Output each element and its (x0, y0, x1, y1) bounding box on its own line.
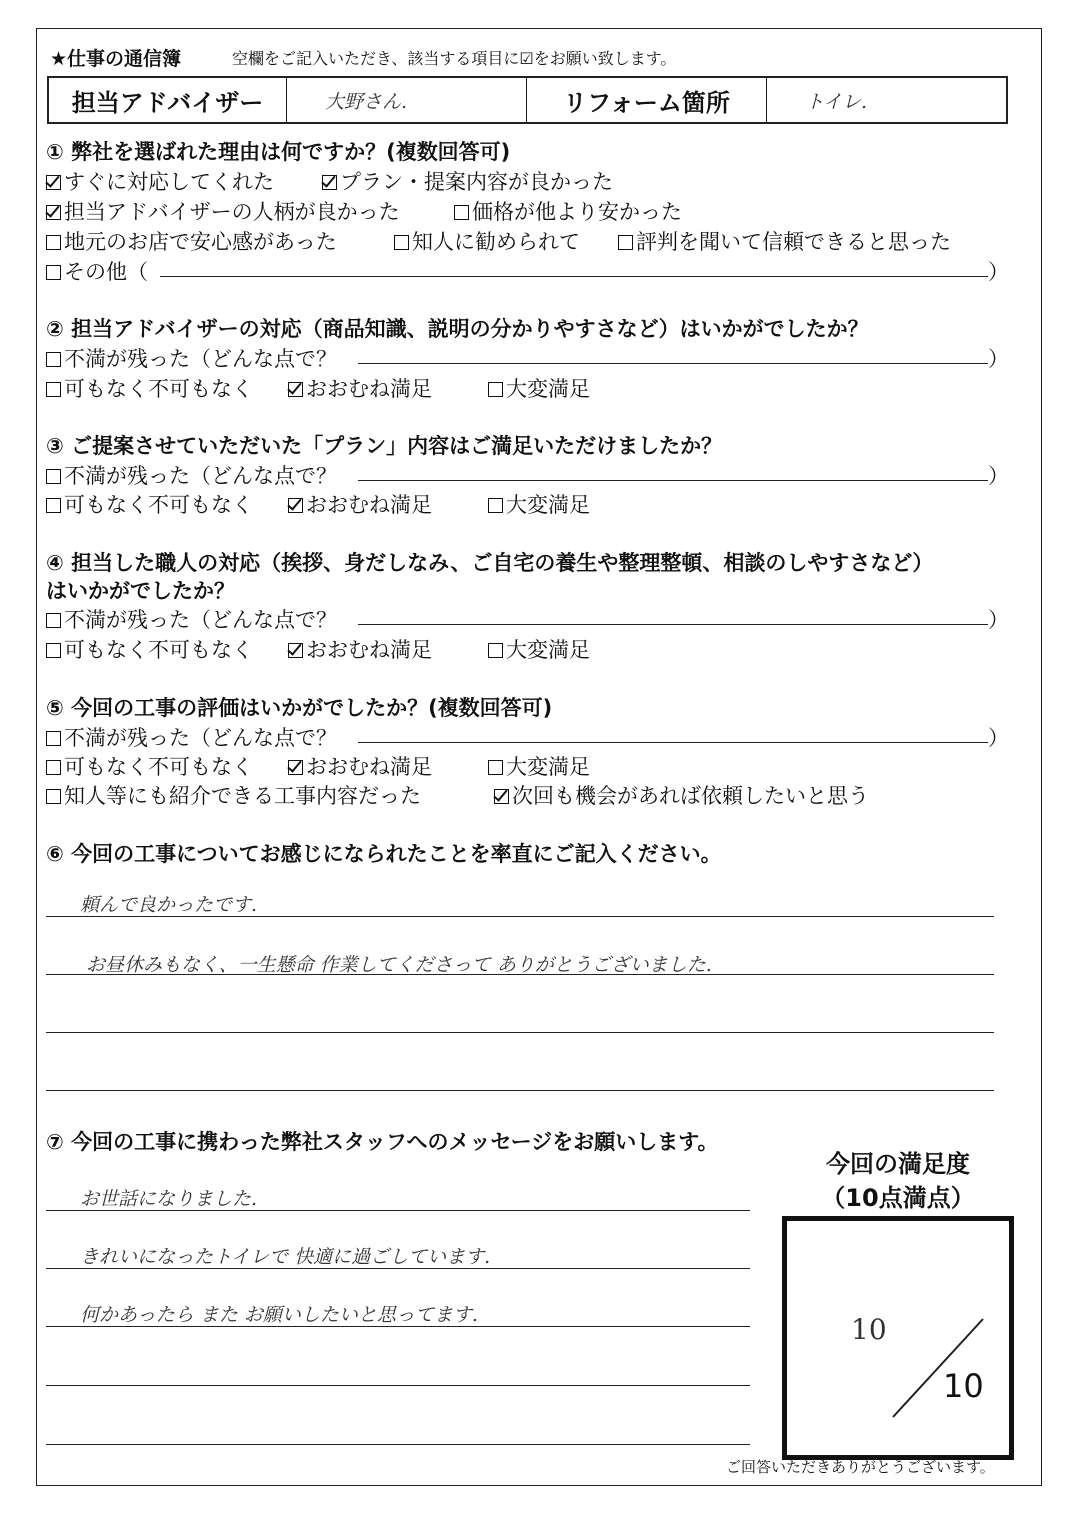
checkbox[interactable] (454, 205, 469, 220)
option-label: 大変満足 (506, 638, 590, 662)
option-label: すぐに対応してくれた (64, 170, 274, 194)
option-label: 可もなく不可もなく (64, 493, 253, 517)
option-label: おおむね満足 (306, 377, 432, 401)
close-paren: ） (988, 464, 1009, 488)
q5-recommend[interactable] (46, 780, 421, 810)
checkbox[interactable] (288, 498, 303, 513)
advisor-field[interactable]: 大野さん. (287, 78, 527, 122)
footer-thanks: ご回答いただきありがとうございます。 (726, 1458, 995, 1476)
q7-answer-1[interactable]: お世話になりました. (80, 1188, 258, 1210)
q7-line[interactable] (46, 1385, 750, 1386)
option-label: 不満が残った（どんな点で？ (64, 347, 337, 371)
q5-dissatisfied[interactable] (46, 722, 337, 752)
option-label: 不満が残った（どんな点で？ (64, 464, 337, 488)
option-label: 可もなく不可もなく (64, 377, 253, 401)
checkbox[interactable] (46, 731, 61, 746)
option-label: 地元のお店で安心感があった (64, 230, 337, 254)
checkbox[interactable] (46, 498, 61, 513)
option-label: おおむね満足 (306, 638, 432, 662)
q6-line[interactable] (46, 1032, 994, 1033)
checkbox[interactable] (488, 498, 503, 513)
q2-title: ② 担当アドバイザーの対応（商品知識、説明の分かりやすさなど）はいかがでしたか？ (46, 317, 869, 341)
score-given[interactable]: 10 (851, 1313, 887, 1346)
option-label: プラン・提案内容が良かった (340, 170, 613, 194)
form-title: ★仕事の通信簿 (50, 48, 182, 70)
location-field[interactable]: トイレ. (805, 90, 868, 113)
checkbox[interactable] (288, 760, 303, 775)
q1-option[interactable] (322, 166, 613, 196)
checkbox[interactable] (46, 205, 61, 220)
option-label: 知人に勧められて (412, 230, 580, 254)
q4-neutral[interactable] (46, 634, 253, 664)
checkbox[interactable] (46, 760, 61, 775)
q1-option[interactable] (618, 226, 951, 256)
q7-answer-3[interactable]: 何かあったら また お願いしたいと思ってます. (80, 1304, 478, 1326)
checkbox[interactable] (618, 235, 633, 250)
score-max: 10 (943, 1367, 984, 1405)
option-label: 可もなく不可もなく (64, 755, 253, 779)
checkbox[interactable] (46, 235, 61, 250)
option-label: 不満が残った（どんな点で？ (64, 726, 337, 750)
q1-other-line[interactable] (160, 276, 988, 277)
option-label: おおむね満足 (306, 755, 432, 779)
option-label: 知人等にも紹介できる工事内容だった (64, 784, 421, 808)
q1-option[interactable] (394, 226, 580, 256)
q1-option[interactable] (46, 196, 400, 226)
q1-title: ① 弊社を選ばれた理由は何ですか？(複数回答可) (46, 140, 511, 164)
q2-dissatisfied[interactable] (46, 343, 337, 373)
q4-very[interactable] (488, 634, 590, 664)
q1-option[interactable] (46, 166, 274, 196)
score-subtitle: （10点満点） (821, 1184, 975, 1212)
q7-line (46, 1268, 750, 1269)
q4-reason-line[interactable] (358, 624, 988, 625)
score-slash (787, 1221, 1009, 1455)
option-label: 評判を聞いて信頼できると思った (636, 230, 951, 254)
checkbox[interactable] (46, 643, 61, 658)
option-label: 大変満足 (506, 755, 590, 779)
checkbox[interactable] (488, 760, 503, 775)
q4-title-cont: はいかがでしたか？ (46, 579, 235, 603)
q3-reason-line[interactable] (358, 480, 988, 481)
checkbox[interactable] (46, 265, 61, 280)
score-box[interactable] (782, 1216, 1014, 1460)
q2-neutral[interactable] (46, 373, 253, 403)
checkbox[interactable] (46, 175, 61, 190)
option-label: 価格が他より安かった (472, 200, 682, 224)
q3-dissatisfied[interactable] (46, 460, 337, 490)
option-label: 可もなく不可もなく (64, 638, 253, 662)
checkbox[interactable] (46, 789, 61, 804)
q5-neutral[interactable] (46, 751, 253, 781)
q5-very[interactable] (488, 751, 590, 781)
q2-very[interactable] (488, 373, 590, 403)
q5-mostly[interactable] (288, 751, 432, 781)
q4-mostly[interactable] (288, 634, 432, 664)
option-label: 不満が残った（どんな点で？ (64, 608, 337, 632)
close-paren: ） (988, 726, 1009, 750)
option-label: 大変満足 (506, 493, 590, 517)
q3-mostly[interactable] (288, 489, 432, 519)
checkbox[interactable] (46, 382, 61, 397)
q4-title: ④ 担当した職人の対応（挨拶、身だしなみ、ご自宅の養生や整理整頓、相談のしやすさなど） (46, 551, 934, 575)
score-title: 今回の満足度 (826, 1150, 970, 1178)
checkbox[interactable] (288, 382, 303, 397)
info-table (47, 76, 1008, 124)
q1-option[interactable] (454, 196, 682, 226)
q1-option[interactable] (46, 226, 337, 256)
q6-line (46, 916, 994, 917)
q3-title: ③ ご提案させていただいた「プラン」内容はご満足いただけましたか？ (46, 434, 723, 458)
q2-reason-line[interactable] (358, 363, 988, 364)
q6-line[interactable] (46, 1090, 994, 1091)
checkbox[interactable] (488, 643, 503, 658)
checkbox[interactable] (494, 789, 509, 804)
q3-very[interactable] (488, 489, 590, 519)
q4-dissatisfied[interactable] (46, 604, 337, 634)
option-label: 大変満足 (506, 377, 590, 401)
option-label: 次回も機会があれば依頼したいと思う (512, 784, 869, 808)
q6-answer-1[interactable]: 頼んで良かったです. (80, 894, 258, 916)
q5-reason-line[interactable] (358, 742, 988, 743)
checkbox[interactable] (488, 382, 503, 397)
q6-answer-2[interactable]: お昼休みもなく、一生懸命 作業してくださって ありがとうございました. (86, 954, 712, 976)
option-label: おおむね満足 (306, 493, 432, 517)
q6-title: ⑥ 今回の工事についてお感じになられたことを率直にご記入ください。 (46, 842, 722, 866)
checkbox[interactable] (46, 469, 61, 484)
q1-other[interactable] (46, 256, 148, 286)
q7-answer-2[interactable]: きれいになったトイレで 快適に過ごしています. (80, 1246, 491, 1268)
q7-line[interactable] (46, 1444, 750, 1445)
q6-line (46, 974, 994, 975)
q3-neutral[interactable] (46, 489, 253, 519)
location-label: リフォーム箇所 (527, 78, 767, 122)
q7-line (46, 1210, 750, 1211)
close-paren: ） (988, 347, 1009, 371)
form-instruction: 空欄をご記入いただき、該当する項目に☑をお願い致します。 (232, 49, 677, 68)
advisor-label: 担当アドバイザー (49, 78, 287, 122)
checkbox[interactable] (322, 175, 337, 190)
close-paren: ） (988, 608, 1009, 632)
q5-title: ⑤ 今回の工事の評価はいかがでしたか？(複数回答可) (46, 696, 553, 720)
checkbox[interactable] (46, 352, 61, 367)
checkbox[interactable] (394, 235, 409, 250)
option-label: その他（ (64, 260, 148, 284)
q7-line (46, 1326, 750, 1327)
q7-title: ⑦ 今回の工事に携わった弊社スタッフへのメッセージをお願いします。 (46, 1130, 719, 1154)
checkbox[interactable] (288, 643, 303, 658)
checkbox[interactable] (46, 613, 61, 628)
q2-mostly[interactable] (288, 373, 432, 403)
q5-request-again[interactable] (494, 780, 869, 810)
close-paren: ） (988, 260, 1009, 284)
option-label: 担当アドバイザーの人柄が良かった (64, 200, 400, 224)
